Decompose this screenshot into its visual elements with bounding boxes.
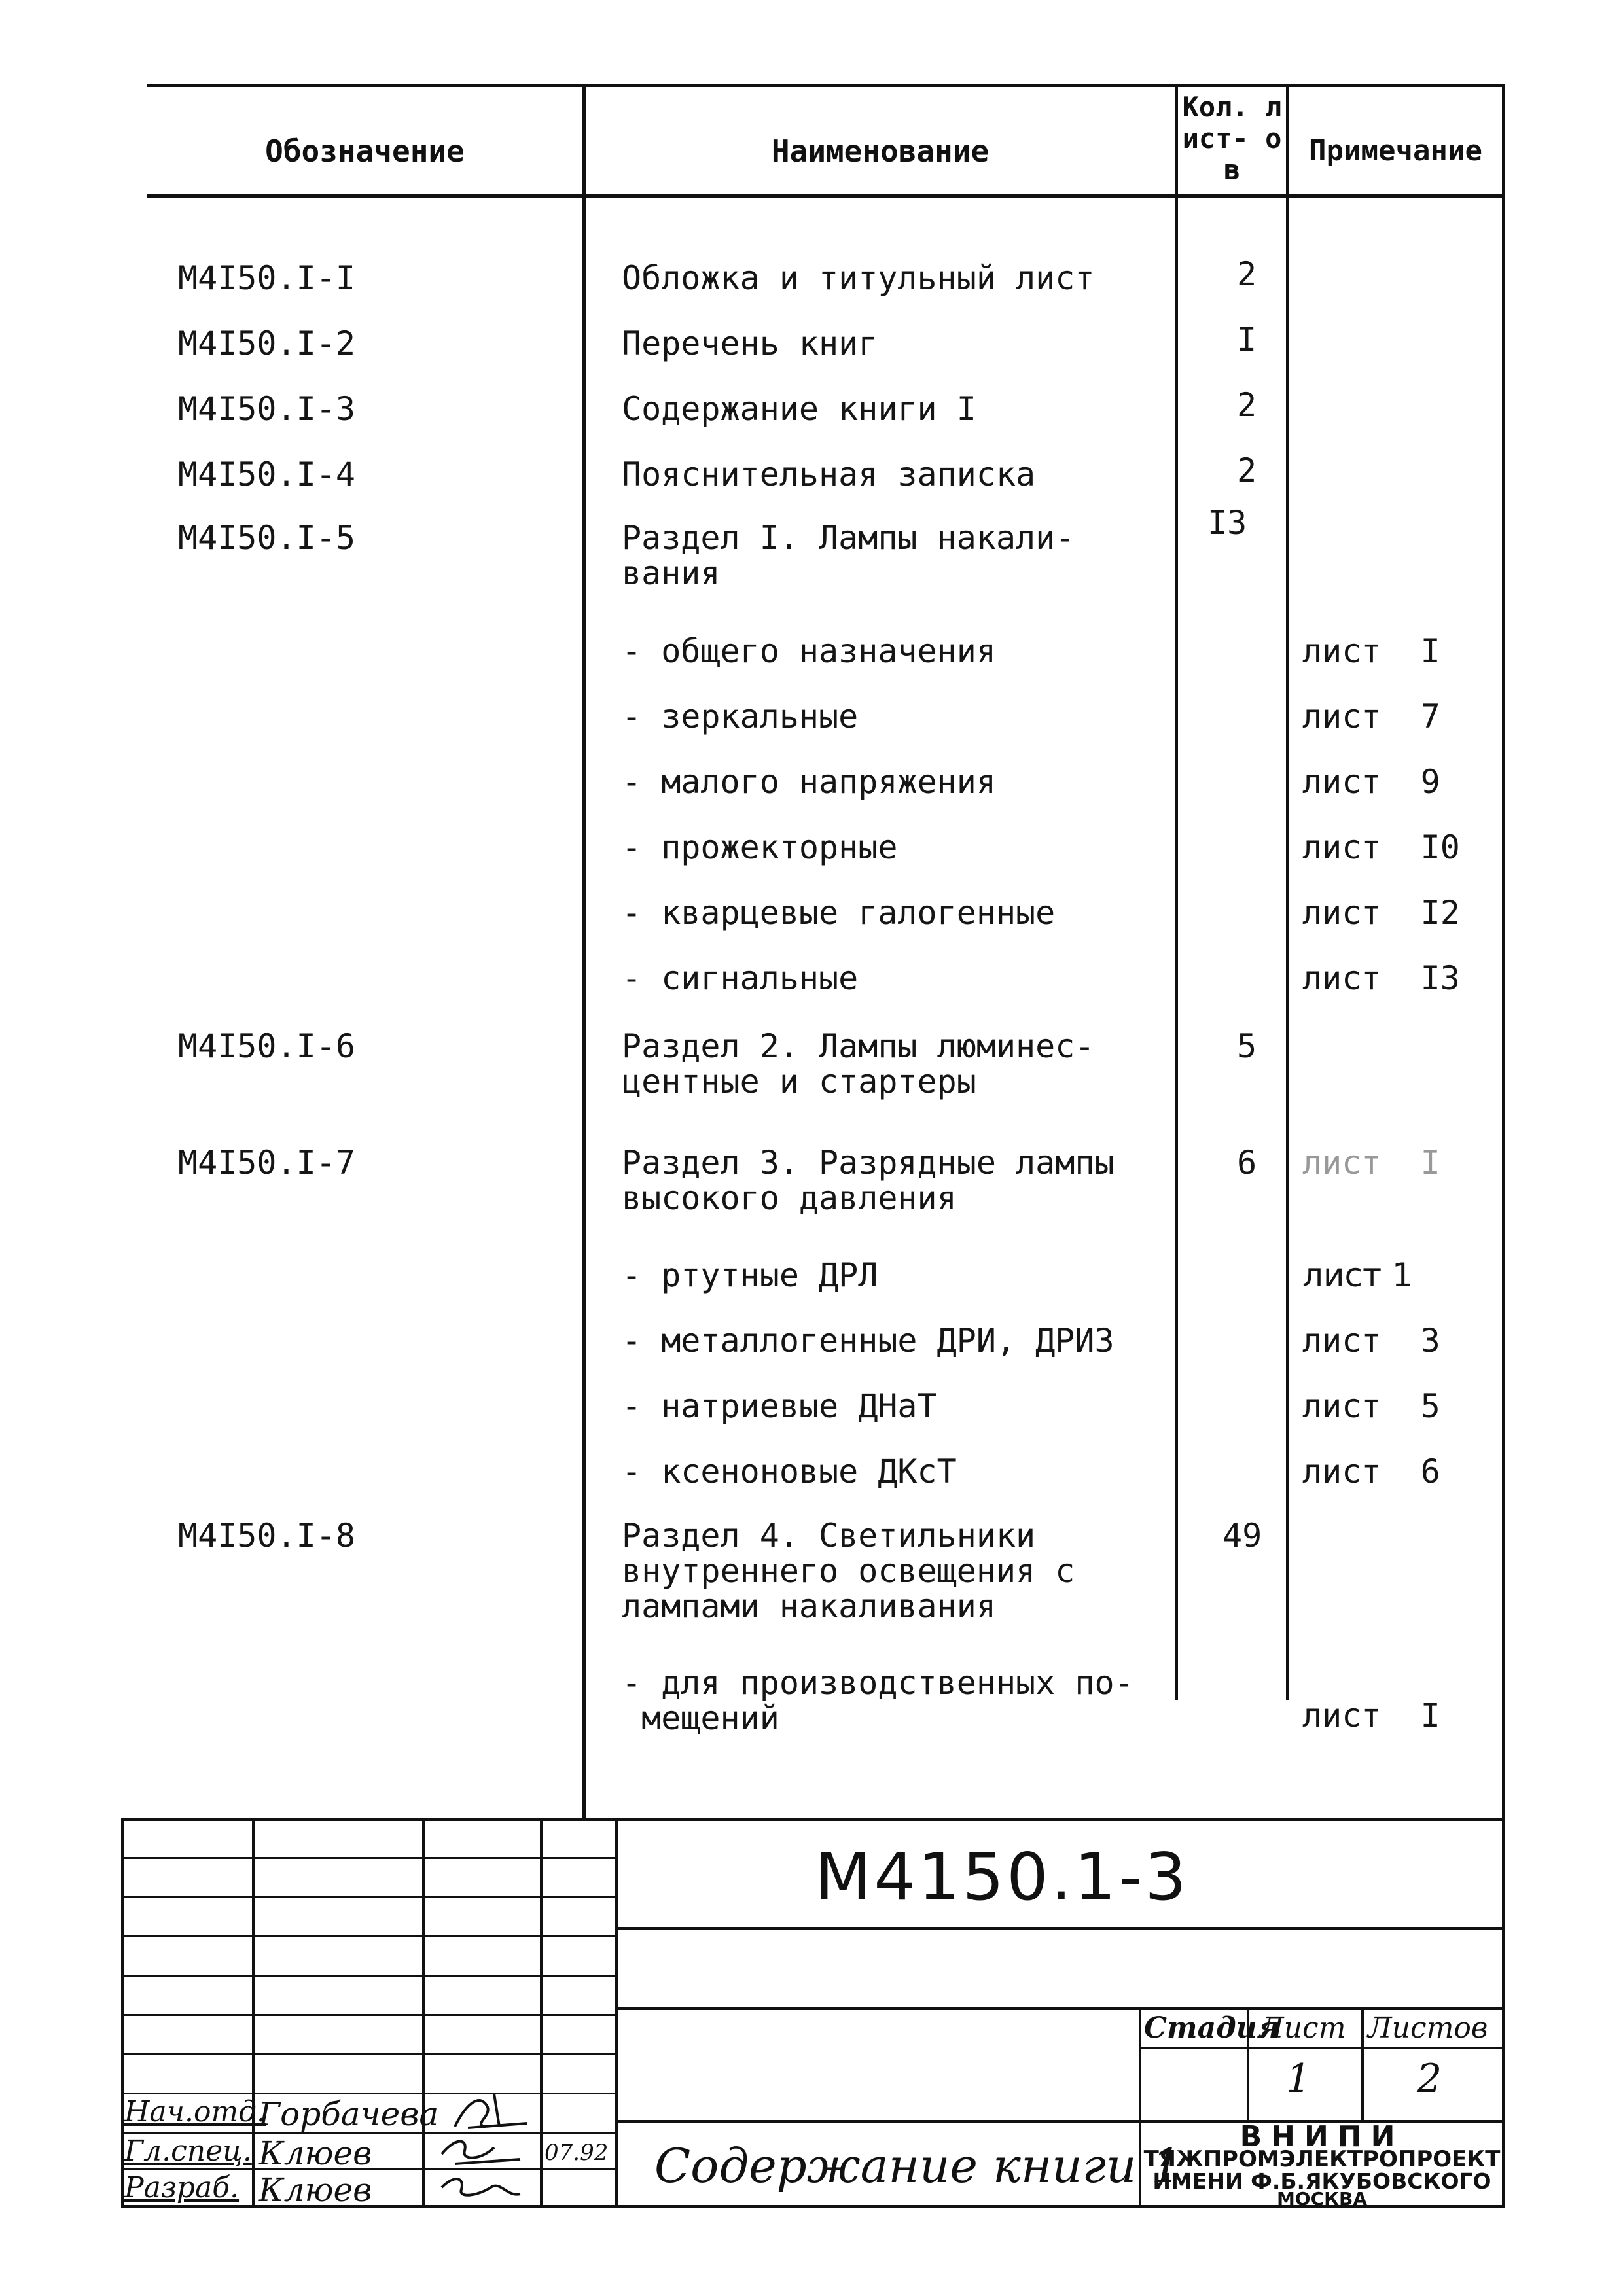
row-note: лист 3 bbox=[1302, 1322, 1440, 1360]
row-note: лист I bbox=[1302, 1144, 1440, 1182]
row-note: лист I3 bbox=[1302, 959, 1460, 997]
row-qty: I bbox=[1237, 321, 1257, 359]
row-name: - ртутные ДРЛ bbox=[622, 1256, 878, 1294]
titleblock-col-3 bbox=[540, 1818, 543, 2208]
row-name: Перечень книг bbox=[622, 325, 878, 362]
column-divider-3 bbox=[1286, 84, 1289, 1700]
row-name: - зеркальные bbox=[622, 698, 859, 735]
row-code: М4I50.I-8 bbox=[178, 1517, 355, 1555]
org-name-line-3: ИМЕНИ Ф.Б.ЯКУБОВСКОГО bbox=[1152, 2168, 1491, 2194]
org-name-line-2: ТЯЖПРОМЭЛЕКТРОПРОЕКТ bbox=[1143, 2146, 1501, 2172]
row-qty: 6 bbox=[1237, 1144, 1257, 1182]
row-name: - малого напряжения bbox=[622, 763, 996, 801]
header-sheets-count: Кол. лист- ов bbox=[1182, 91, 1282, 186]
role-person-name: Клюев bbox=[259, 2171, 372, 2209]
sheet-value: 1 bbox=[1286, 2056, 1311, 2102]
titleblock-mid-line bbox=[615, 2007, 1505, 2010]
row-name: - общего назначения bbox=[622, 632, 996, 670]
table-header-bottom-border bbox=[147, 194, 1505, 198]
row-note: лист I bbox=[1302, 632, 1440, 670]
row-code: М4I50.I-4 bbox=[178, 455, 355, 493]
row-qty: 5 bbox=[1237, 1027, 1257, 1065]
sheet-label: Лист bbox=[1260, 2011, 1346, 2045]
row-name: - кварцевые галогенные bbox=[622, 894, 1056, 932]
titleblock-stage-header-line bbox=[1139, 2047, 1505, 2049]
row-name: Обложка и титульный лист bbox=[622, 259, 1095, 297]
column-divider-1 bbox=[582, 84, 586, 1818]
titleblock-col-4 bbox=[615, 1818, 618, 2208]
row-code: М4I50.I-7 bbox=[178, 1144, 355, 1182]
row-name: Раздел 2. Лампы люминес- центные и стартеры bbox=[622, 1027, 1095, 1101]
row-code: М4I50.I-5 bbox=[178, 519, 355, 557]
column-divider-2 bbox=[1175, 84, 1178, 1700]
sheets-value: 2 bbox=[1417, 2056, 1442, 2102]
signature-1 bbox=[429, 2087, 537, 2132]
table-top-border bbox=[147, 84, 1505, 87]
titleblock-right-border bbox=[1502, 1818, 1505, 2208]
role-label: Разраб. bbox=[124, 2171, 240, 2204]
row-name: Пояснительная записка bbox=[622, 455, 1036, 493]
row-note: лист 1 bbox=[1302, 1256, 1413, 1294]
titleblock-row-1 bbox=[121, 1857, 616, 1859]
row-note: лист I0 bbox=[1302, 828, 1460, 866]
titleblock-code-bottom bbox=[615, 1927, 1505, 1930]
row-note: лист 7 bbox=[1302, 698, 1440, 735]
org-name-line-1: ВНИПИ bbox=[1240, 2120, 1404, 2153]
header-designation: Обозначение bbox=[265, 133, 465, 169]
row-name: - прожекторные bbox=[622, 828, 898, 866]
row-note: лист I bbox=[1302, 1697, 1440, 1735]
row-qty: I3 bbox=[1207, 504, 1247, 542]
row-qty: 2 bbox=[1237, 451, 1257, 489]
sheets-label: Листов bbox=[1368, 2011, 1488, 2045]
titleblock-row-6 bbox=[121, 2053, 616, 2055]
role-label: Нач.отд. bbox=[124, 2095, 266, 2128]
row-name: Раздел 4. Светильники внутреннего освещения с лампами накаливания bbox=[622, 1517, 1075, 1625]
row-code: М4I50.I-2 bbox=[178, 325, 355, 362]
titleblock-col-1 bbox=[252, 1818, 255, 2208]
role-date: 07.92 bbox=[544, 2140, 609, 2166]
titleblock-top-border bbox=[121, 1818, 1505, 1821]
stage-label: Стадия bbox=[1144, 2011, 1280, 2045]
signature-3 bbox=[429, 2171, 537, 2205]
document-title: Содержание книги 1 bbox=[654, 2138, 1182, 2193]
row-name: - натриевые ДНаТ bbox=[622, 1387, 937, 1425]
row-qty: 2 bbox=[1237, 386, 1257, 424]
row-note: лист I2 bbox=[1302, 894, 1460, 932]
row-name: - для производственных по- мещений bbox=[622, 1664, 1134, 1737]
row-code: М4I50.I-6 bbox=[178, 1027, 355, 1065]
header-note: Примечание bbox=[1309, 134, 1482, 168]
table-right-border bbox=[1502, 84, 1505, 1818]
document-code: М4150.1-3 bbox=[815, 1839, 1189, 1915]
signature-2 bbox=[429, 2134, 537, 2168]
role-person-name: Горбачева bbox=[259, 2095, 439, 2133]
header-name: Наименование bbox=[771, 133, 990, 169]
titleblock-row-3 bbox=[121, 1935, 616, 1937]
row-name: Раздел I. Лампы накали- вания bbox=[622, 519, 1075, 592]
row-note: лист 9 bbox=[1302, 763, 1440, 801]
titleblock-row-7 bbox=[121, 2093, 616, 2094]
row-name: Содержание книги I bbox=[622, 390, 976, 428]
role-person-name: Клюев bbox=[259, 2134, 372, 2172]
row-name: - металлогенные ДРИ, ДРИЗ bbox=[622, 1322, 1115, 1360]
row-note: лист 6 bbox=[1302, 1453, 1440, 1491]
titleblock-row-2 bbox=[121, 1896, 616, 1898]
role-label: Гл.спец. bbox=[124, 2134, 252, 2168]
org-name-line-4: МОСКВА bbox=[1276, 2188, 1368, 2210]
titleblock-row-4 bbox=[121, 1975, 616, 1977]
row-note: лист 5 bbox=[1302, 1387, 1440, 1425]
row-qty: 2 bbox=[1237, 255, 1257, 293]
row-code: М4I50.I-I bbox=[178, 259, 355, 297]
titleblock-row-5 bbox=[121, 2014, 616, 2016]
row-code: М4I50.I-3 bbox=[178, 390, 355, 428]
titleblock-sheets-col bbox=[1361, 2007, 1364, 2120]
row-qty: 49 bbox=[1222, 1517, 1262, 1555]
row-name: - ксеноновые ДКсТ bbox=[622, 1453, 957, 1491]
row-name: Раздел 3. Разрядные лампы высокого давления bbox=[622, 1144, 1115, 1217]
titleblock-col-2 bbox=[422, 1818, 425, 2208]
row-name: - сигнальные bbox=[622, 959, 859, 997]
